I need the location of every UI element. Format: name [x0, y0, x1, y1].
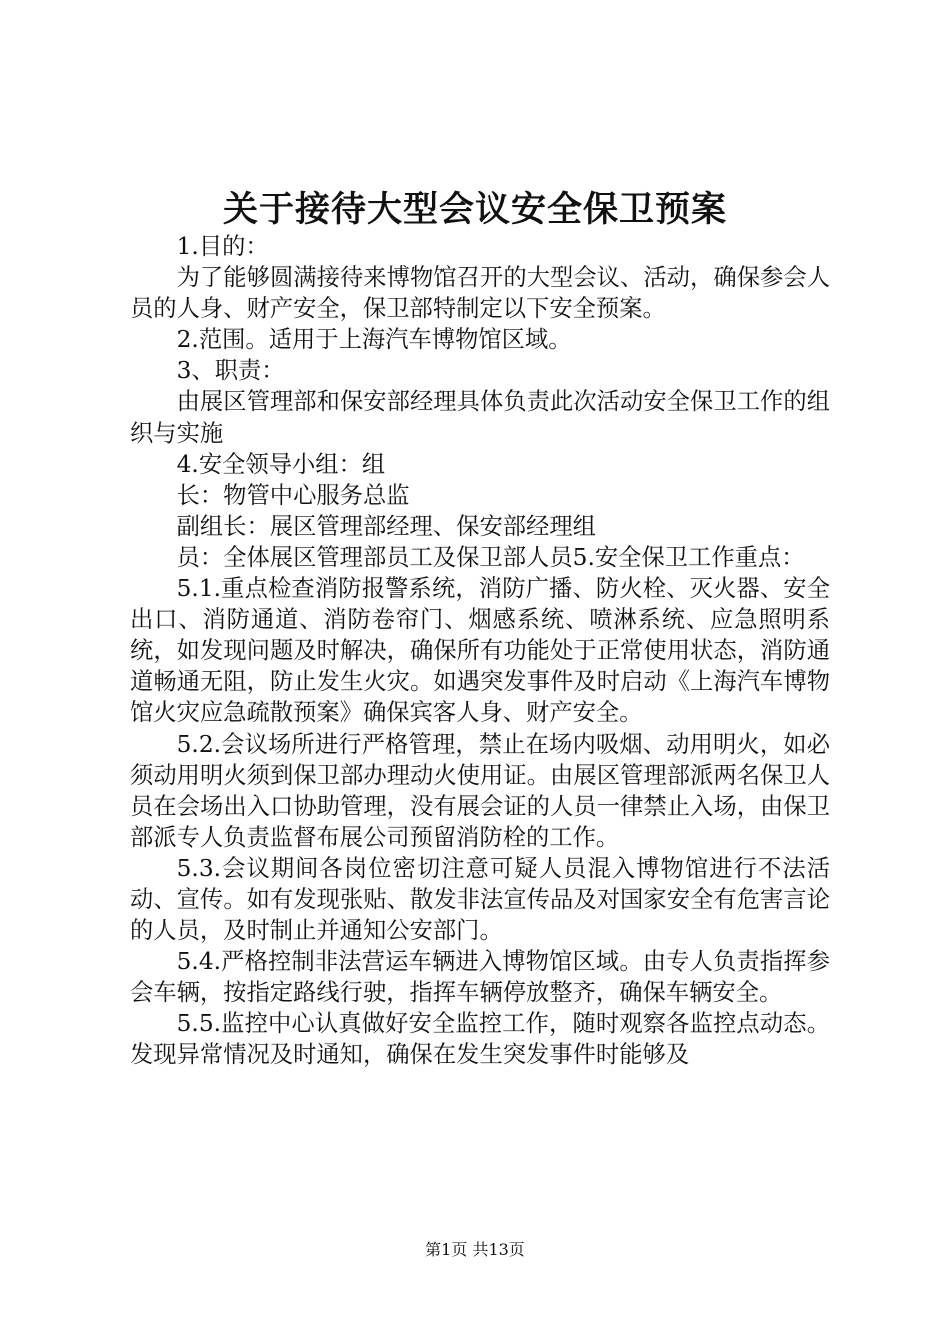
document-title: 关于接待大型会议安全保卫预案	[222, 189, 727, 230]
paragraph-item-5-5: 5.5.监控中心认真做好安全监控工作，随时观察各监控点动态。发现异常情况及时通知，确保在发生突发事件时能够及	[130, 1010, 830, 1069]
paragraph-group-heading: 4.安全领导小组：组	[176, 450, 386, 478]
paragraph-group-members: 员：全体展区管理部员工及保卫部人员5.安全保卫工作重点：	[176, 543, 805, 571]
paragraph-item-5-4: 5.4.严格控制非法营运车辆进入博物馆区域。由专人负责指挥参会车辆，按指定路线行驶，指挥车辆停放整齐，确保车辆安全。	[130, 948, 830, 1007]
paragraph-purpose: 为了能够圆满接待来博物馆召开的大型会议、活动，确保参会人员的人身、财产安全，保卫部特制定以下安全预案。	[130, 264, 830, 323]
paragraph-purpose-heading: 1.目的：	[176, 233, 269, 260]
paragraph-group-deputy: 副组长：展区管理部经理、保安部经理组	[176, 512, 596, 540]
page-footer: 第1页 共13页	[425, 1240, 525, 1259]
paragraph-item-5-2: 5.2.会议场所进行严格管理，禁止在场内吸烟、动用明火，如必须动用明火须到保卫部办理动火使用证。由展区管理部派两名保卫人员在会场出入口协助管理，没有展会证的人员一律禁止入场，由保卫部派专人负责监督布展公司预留消防栓的工作。	[130, 730, 830, 851]
paragraph-group-leader: 长：物管中心服务总监	[176, 481, 410, 509]
document-body	[130, 231, 830, 1071]
paragraph-duties: 由展区管理部和保安部经理具体负责此次活动安全保卫工作的组织与实施	[130, 388, 830, 447]
paragraph-scope: 2.范围。适用于上海汽车博物馆区域。	[176, 326, 572, 354]
paragraph-item-5-1: 5.1.重点检查消防报警系统，消防广播、防火栓、灭火器、安全出口、消防通道、消防卷帘门、烟感系统、喷淋系统、应急照明系统，如发现问题及时解决，确保所有功能处于正常使用状态，消防通道畅通无阻，防止发生火灾。如遇突发事件及时启动《上海汽车博物馆火灾应急疏散预案》确保宾客人身、财产安全。	[130, 575, 830, 727]
paragraph-duties-heading: 3、职责：	[176, 357, 285, 385]
paragraph-item-5-3: 5.3.会议期间各岗位密切注意可疑人员混入博物馆进行不法活动、宣传。如有发现张贴、散发非法宣传品及对国家安全有危害言论的人员，及时制止并通知公安部门。	[130, 854, 830, 945]
